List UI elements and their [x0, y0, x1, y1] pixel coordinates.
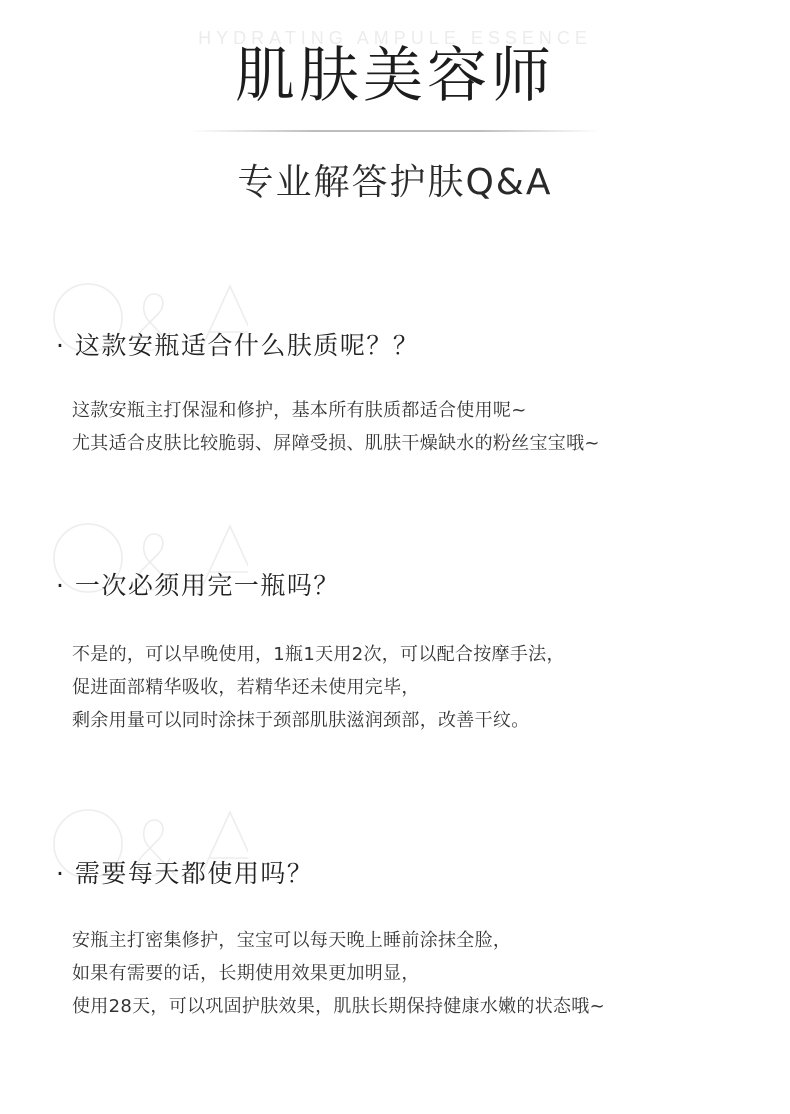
answer-line: 剩余用量可以同时涂抹于颈部肌肤滋润颈部，改善干纹。 [72, 710, 530, 731]
answer-text [72, 638, 565, 737]
answer-text [72, 394, 600, 460]
qa-item-1 [0, 280, 790, 480]
answer-line: 尤其适合皮肤比较脆弱、屏障受损、肌肤干燥缺水的粉丝宝宝哦~ [72, 433, 600, 454]
answer-line: 不是的，可以早晚使用，1瓶1天用2次，可以配合按摩手法， [72, 644, 565, 665]
question-text: · 一次必须用完一瓶吗？ [56, 571, 340, 600]
answer-line: 如果有需要的话，长期使用效果更加明显， [72, 963, 420, 984]
question-text: · 需要每天都使用吗？ [56, 859, 314, 888]
page-title: 肌肤美容师 [235, 41, 555, 111]
answer-line: 安瓶主打密集修护，宝宝可以每天晚上睡前涂抹全脸， [72, 930, 512, 951]
answer-text [72, 924, 605, 1023]
page-subtitle: 专业解答护肤Q&A [237, 162, 553, 203]
qa-item-2 [0, 520, 790, 760]
answer-line: 这款安瓶主打保湿和修护，基本所有肤质都适合使用呢~ [72, 400, 527, 421]
question-text: · 这款安瓶适合什么肤质呢？？ [56, 331, 420, 360]
answer-line: 促进面部精华吸收，若精华还未使用完毕， [72, 677, 420, 698]
header-eyebrow: HYDRATING AMPULE ESSENCE [198, 28, 592, 48]
answer-line: 使用28天，可以巩固护肤效果，肌肤长期保持健康水嫩的状态哦~ [72, 996, 605, 1017]
qa-item-3 [0, 806, 790, 1046]
header-divider [190, 130, 600, 132]
